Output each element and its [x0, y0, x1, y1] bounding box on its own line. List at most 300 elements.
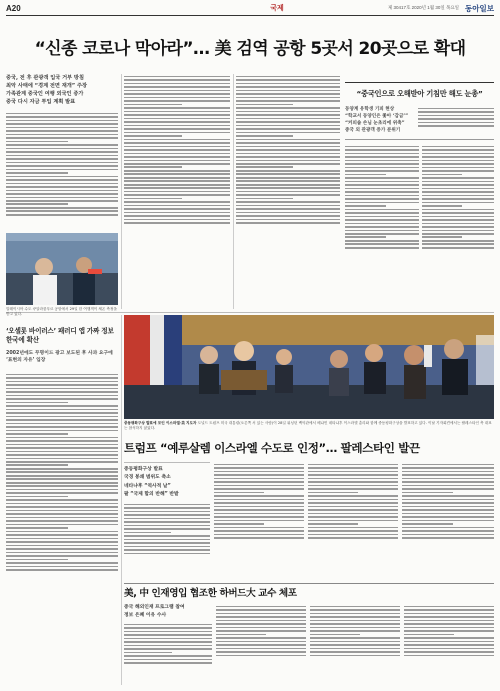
text-line — [6, 433, 68, 435]
text-line — [310, 616, 400, 618]
text-line — [236, 201, 340, 203]
text-line — [124, 525, 210, 527]
text-line — [402, 527, 494, 529]
main-deck-line: 중국 다시 자금 투입 계획 발표 — [6, 99, 76, 105]
text-line — [6, 169, 118, 171]
text-line — [236, 156, 340, 158]
text-line — [214, 495, 304, 497]
text-line — [422, 212, 494, 214]
text-line — [214, 513, 304, 515]
text-line — [6, 423, 118, 425]
text-line — [402, 478, 494, 480]
text-line — [124, 90, 230, 92]
text-line — [216, 641, 306, 643]
text-line — [214, 530, 304, 532]
text-line — [6, 120, 118, 122]
text-line — [6, 179, 118, 181]
masthead — [6, 2, 494, 14]
text-line — [216, 648, 306, 650]
text-line — [6, 458, 118, 460]
text-line — [236, 194, 340, 196]
text-line — [422, 177, 494, 179]
text-line — [404, 648, 494, 650]
text-line — [124, 104, 182, 106]
text-line — [418, 118, 494, 120]
text-line — [422, 240, 494, 242]
text-line — [310, 620, 400, 622]
text-line — [124, 139, 230, 141]
text-line — [402, 509, 494, 511]
text-line — [308, 485, 398, 487]
text-line — [422, 149, 494, 151]
text-line — [124, 518, 210, 520]
body-text — [422, 146, 494, 249]
text-line — [345, 149, 419, 151]
harvard-headline: 美, 中 인재영입 협조한 하버드大 교수 체포 — [124, 588, 297, 599]
text-line — [404, 655, 494, 657]
text-line — [402, 467, 494, 469]
text-line — [6, 377, 118, 379]
text-line — [6, 454, 118, 456]
text-line — [6, 548, 118, 550]
text-line — [124, 624, 212, 626]
text-line — [310, 655, 400, 657]
text-line — [6, 430, 118, 432]
text-line — [6, 193, 118, 195]
text-line — [124, 507, 210, 509]
text-line — [418, 115, 494, 117]
text-line — [236, 132, 340, 134]
body-text — [216, 606, 306, 656]
text-line — [6, 503, 118, 505]
text-line — [6, 388, 118, 390]
text-line — [214, 506, 304, 508]
text-line — [6, 527, 68, 529]
text-line — [6, 478, 118, 480]
text-line — [308, 478, 398, 480]
pull-story-column-1 — [345, 144, 419, 309]
trump-subbox — [124, 466, 210, 500]
text-line — [216, 623, 306, 625]
text-line — [236, 93, 340, 95]
text-line — [6, 158, 118, 160]
text-line — [6, 200, 118, 202]
text-line — [124, 128, 230, 130]
text-line — [6, 183, 118, 185]
text-line — [402, 464, 494, 466]
text-line — [124, 648, 212, 650]
text-line — [6, 510, 118, 512]
text-line — [124, 187, 230, 189]
text-line — [422, 216, 494, 218]
text-line — [216, 637, 306, 639]
text-line — [236, 149, 340, 151]
text-line — [6, 416, 118, 418]
body-text — [402, 464, 494, 539]
text-line — [402, 537, 494, 539]
text-line — [6, 562, 118, 564]
text-line — [124, 662, 212, 664]
text-line — [345, 188, 419, 190]
text-line — [308, 474, 398, 476]
main-deck-line: 중국, 전 후 관광객 입국 거부 방침 — [6, 75, 84, 81]
text-line — [345, 236, 386, 238]
body-text — [308, 464, 398, 539]
text-line — [236, 208, 340, 210]
text-line — [216, 651, 306, 653]
text-line — [345, 163, 419, 165]
text-line — [422, 223, 494, 225]
text-line — [236, 128, 340, 130]
text-line — [402, 520, 494, 522]
trump-subbox-line: 국경 봉쇄 범위도 축소 — [124, 475, 171, 481]
text-line — [236, 111, 340, 113]
text-line — [6, 531, 118, 533]
text-line — [124, 539, 210, 541]
side-story-title: ‘오셀롯 바이러스’ 패러디 앱 가짜 정보 한국에 확산 — [6, 327, 114, 345]
text-line — [310, 644, 400, 646]
text-line — [236, 180, 340, 182]
text-line — [402, 474, 494, 476]
text-line — [404, 634, 454, 636]
text-line — [308, 506, 398, 508]
text-line — [404, 620, 494, 622]
text-line — [6, 123, 118, 125]
text-line — [236, 163, 340, 165]
text-line — [402, 485, 494, 487]
text-line — [310, 613, 400, 615]
text-line — [124, 156, 230, 158]
text-line — [6, 148, 118, 150]
text-line — [124, 191, 230, 193]
text-line — [6, 461, 118, 463]
pull-quote-deck-line: “커피숍 손님 눈초리에 위축” — [345, 121, 405, 126]
text-line — [6, 569, 118, 571]
text-line — [214, 537, 304, 539]
side-story-body — [6, 372, 118, 685]
body-text — [6, 113, 118, 216]
text-line — [6, 444, 118, 446]
airport-photo — [6, 233, 118, 305]
body-text — [124, 624, 212, 664]
text-line — [6, 405, 118, 407]
text-line — [402, 492, 453, 494]
text-line — [6, 197, 118, 199]
text-line — [214, 509, 304, 511]
text-line — [236, 121, 340, 123]
text-line — [124, 546, 210, 548]
text-line — [6, 471, 118, 473]
text-line — [236, 97, 340, 99]
text-line — [216, 620, 306, 622]
text-line — [236, 90, 340, 92]
text-line — [345, 181, 419, 183]
harvard-story-column-2 — [216, 604, 306, 685]
text-line — [422, 163, 494, 165]
text-line — [236, 83, 340, 85]
text-line — [124, 627, 212, 629]
body-text — [310, 606, 400, 656]
text-line — [124, 163, 230, 165]
text-line — [345, 156, 419, 158]
text-line — [6, 374, 118, 376]
text-line — [422, 188, 494, 190]
text-line — [6, 203, 68, 205]
text-line — [404, 644, 494, 646]
text-line — [124, 641, 212, 643]
text-line — [422, 209, 494, 211]
pull-quote-deck-line: “학교서 동양인은 쫓아 ‘감금’” — [345, 114, 409, 119]
text-line — [236, 135, 293, 137]
box-rule — [124, 462, 210, 463]
text-line — [6, 545, 118, 547]
section-label: 국제 — [270, 5, 284, 12]
text-line — [308, 534, 398, 536]
text-line — [6, 162, 118, 164]
text-line — [308, 488, 398, 490]
text-line — [310, 606, 400, 608]
text-line — [124, 219, 230, 221]
text-line — [216, 630, 306, 632]
text-line — [308, 530, 398, 532]
text-line — [310, 609, 400, 611]
main-deck-line: 최악 사태에 “경계 전면 재개” 주장 — [6, 83, 87, 89]
text-line — [6, 492, 118, 494]
text-line — [345, 219, 419, 221]
text-line — [308, 467, 398, 469]
main-headline: “신종 코로나 막아라”… 美 검역 공항 5곳서 20곳으로 확대 — [34, 39, 466, 59]
text-line — [214, 464, 304, 466]
text-line — [422, 233, 494, 235]
text-line — [404, 613, 494, 615]
text-line — [345, 216, 419, 218]
text-line — [310, 651, 400, 653]
section-divider — [6, 312, 494, 313]
text-line — [6, 496, 68, 498]
text-line — [6, 538, 118, 540]
main-deck — [6, 74, 118, 106]
text-line — [6, 566, 118, 568]
pull-quote-text — [418, 106, 494, 140]
text-line — [124, 83, 230, 85]
text-line — [6, 155, 118, 157]
text-line — [124, 504, 210, 506]
text-line — [236, 184, 340, 186]
text-line — [236, 79, 340, 81]
text-line — [345, 212, 419, 214]
text-line — [124, 514, 210, 516]
text-line — [6, 559, 68, 561]
text-line — [214, 502, 304, 504]
text-line — [422, 174, 462, 176]
text-line — [236, 215, 340, 217]
text-line — [6, 116, 118, 118]
text-line — [418, 122, 494, 124]
text-line — [402, 488, 494, 490]
text-line — [124, 549, 210, 551]
text-line — [6, 517, 118, 519]
text-line — [124, 201, 230, 203]
text-line — [124, 149, 230, 151]
text-line — [236, 173, 340, 175]
text-line — [124, 212, 230, 214]
pull-quote-deck-line: 중국 외 관광객 증가 분위기 — [345, 128, 401, 133]
text-line — [6, 468, 118, 470]
text-line — [6, 482, 118, 484]
text-line — [124, 631, 212, 633]
text-line — [6, 552, 118, 554]
text-line — [6, 541, 118, 543]
text-line — [6, 172, 68, 174]
text-line — [404, 651, 494, 653]
text-line — [124, 542, 210, 544]
text-line — [402, 499, 494, 501]
text-line — [236, 187, 340, 189]
text-line — [6, 520, 118, 522]
main-deck-line: 가족관계 중국인 여행 외국인 증가 — [6, 91, 84, 97]
text-line — [345, 226, 419, 228]
text-line — [422, 184, 494, 186]
text-line — [216, 613, 306, 615]
text-line — [124, 93, 230, 95]
text-line — [214, 467, 304, 469]
press-conference-photo — [124, 315, 494, 419]
text-line — [124, 532, 171, 534]
text-line — [422, 191, 494, 193]
body-text — [214, 464, 304, 539]
text-line — [124, 166, 182, 168]
text-line — [6, 437, 118, 439]
text-line — [124, 652, 172, 654]
text-line — [345, 177, 419, 179]
harvard-deck — [124, 604, 212, 620]
trump-story-column-4 — [402, 462, 494, 580]
text-line — [308, 516, 398, 518]
text-line — [236, 142, 340, 144]
text-line — [124, 222, 230, 224]
text-line — [6, 130, 118, 132]
text-line — [124, 173, 230, 175]
text-line — [422, 195, 494, 197]
text-line — [6, 176, 118, 178]
text-line — [308, 509, 398, 511]
text-line — [308, 495, 398, 497]
text-line — [422, 205, 462, 207]
pull-story-column-2 — [422, 144, 494, 309]
text-line — [6, 451, 118, 453]
body-text — [124, 504, 210, 554]
text-line — [422, 160, 494, 162]
text-line — [422, 243, 494, 245]
text-line — [6, 440, 118, 442]
text-line — [308, 513, 398, 515]
text-line — [6, 534, 118, 536]
column-divider — [121, 315, 122, 685]
text-line — [236, 146, 340, 148]
text-line — [214, 520, 304, 522]
text-line — [404, 606, 494, 608]
text-line — [6, 134, 118, 136]
text-line — [6, 137, 118, 139]
text-line — [124, 153, 230, 155]
trump-subbox-line: 네타냐후 “역사적 날” — [124, 483, 171, 489]
page-number: A20 — [6, 3, 21, 13]
body-text — [6, 374, 118, 571]
text-line — [308, 520, 398, 522]
text-line — [236, 212, 340, 214]
text-line — [236, 114, 340, 116]
text-line — [345, 243, 419, 245]
text-line — [308, 523, 358, 525]
text-line — [216, 634, 266, 636]
text-line — [418, 111, 494, 113]
text-line — [124, 100, 230, 102]
text-line — [124, 528, 210, 530]
text-line — [124, 107, 230, 109]
text-line — [216, 627, 306, 629]
text-line — [124, 76, 230, 78]
text-line — [422, 156, 494, 158]
text-line — [402, 513, 494, 515]
text-line — [216, 606, 306, 608]
text-line — [124, 111, 230, 113]
trump-story-column-3 — [308, 462, 398, 580]
text-line — [236, 191, 340, 193]
pull-quote-deck — [345, 106, 415, 134]
text-line — [418, 125, 494, 127]
text-line — [6, 186, 118, 188]
text-line — [214, 523, 264, 525]
text-line — [236, 177, 340, 179]
photo-caption — [124, 421, 494, 436]
text-line — [404, 609, 494, 611]
harvard-story-column-4 — [404, 604, 494, 685]
text-line — [236, 104, 293, 106]
text-line — [124, 194, 230, 196]
photo-caption-title: 중동평화구상 발표에 모인 이스라엘·美 지도자 — [124, 421, 197, 425]
text-line — [345, 160, 419, 162]
text-line — [6, 113, 118, 115]
harvard-deck-line: 정보 은폐 이유 수사 — [124, 613, 167, 618]
text-line — [308, 464, 398, 466]
text-line — [216, 616, 306, 618]
text-line — [345, 202, 419, 204]
trump-story-column-1 — [124, 502, 210, 580]
text-line — [345, 223, 419, 225]
text-line — [6, 214, 118, 216]
text-line — [6, 426, 118, 428]
text-line — [404, 616, 494, 618]
text-line — [214, 499, 304, 501]
column-divider — [121, 74, 122, 309]
text-line — [310, 641, 400, 643]
text-line — [402, 481, 494, 483]
text-line — [124, 553, 210, 555]
text-line — [6, 506, 118, 508]
text-line — [124, 180, 230, 182]
text-line — [124, 634, 212, 636]
text-line — [308, 502, 398, 504]
text-line — [308, 527, 398, 529]
text-line — [214, 474, 304, 476]
text-line — [124, 160, 230, 162]
trump-story-column-2 — [214, 462, 304, 580]
text-line — [402, 506, 494, 508]
harvard-deck-line: 중국 해외인재 프로그램 참여 — [124, 605, 185, 610]
text-line — [236, 198, 293, 200]
text-line — [308, 537, 398, 539]
text-line — [404, 641, 494, 643]
